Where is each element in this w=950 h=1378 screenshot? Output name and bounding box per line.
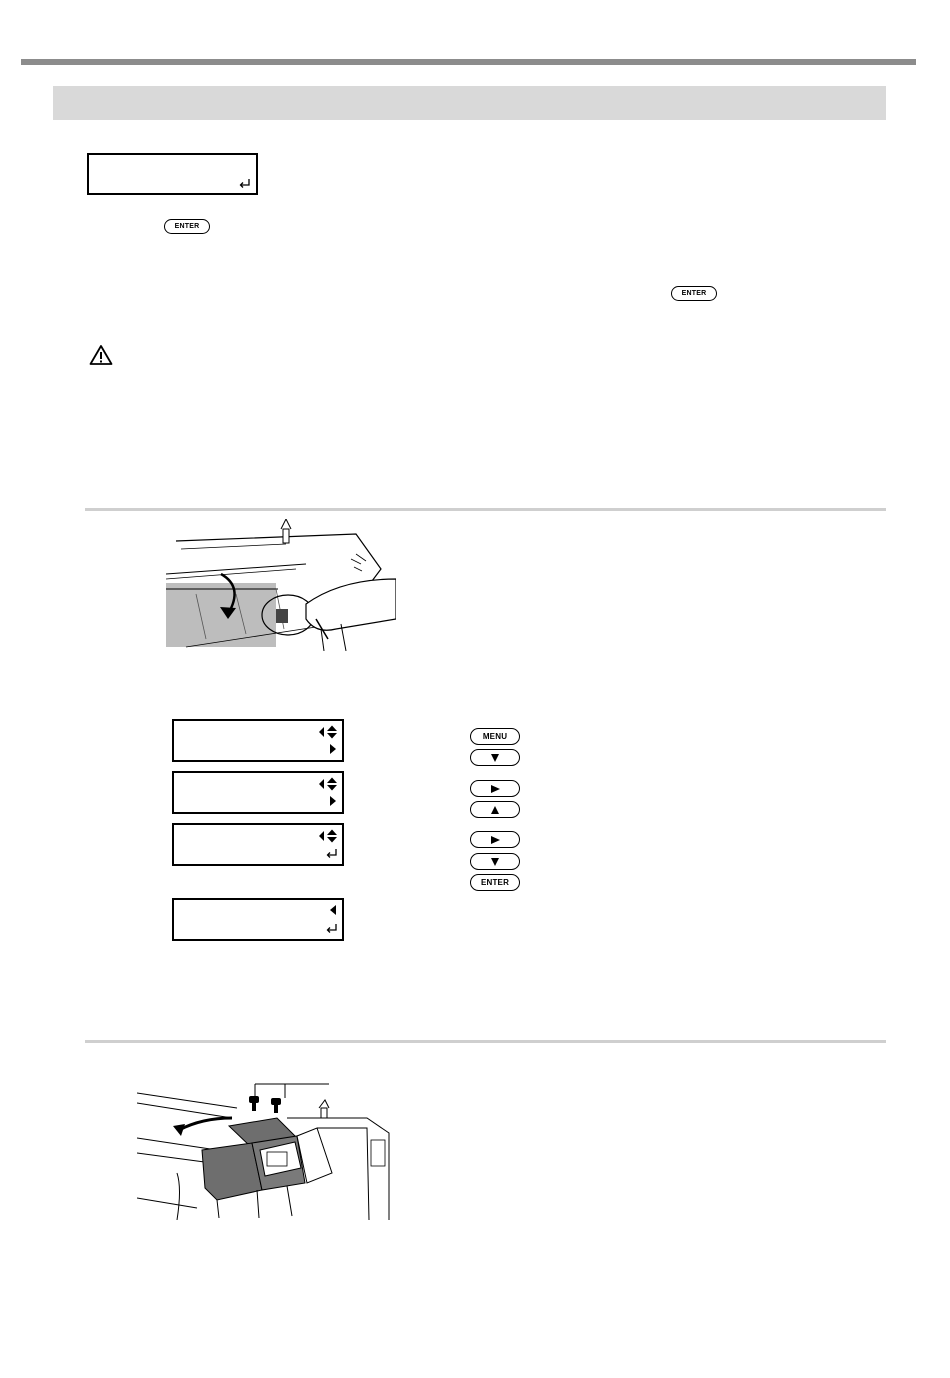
down-triangle-icon [491,858,499,866]
enter-return-icon [326,923,338,935]
enter-key-2[interactable]: ENTER [671,286,717,301]
section-divider-2 [85,1040,886,1043]
enter-return-icon [239,178,251,190]
lcd-screen-2 [172,771,344,814]
left-up-down-arrow-icon [318,725,338,739]
lcd-display-top [87,153,258,195]
warning-triangle-icon [89,344,113,366]
up-triangle-icon [491,806,499,814]
down-key-2[interactable] [470,853,520,870]
hand-closing-front-cover-illustration [166,519,396,651]
lcd-screen-4 [172,898,344,941]
enter-key-1[interactable]: ENTER [164,219,210,234]
section-divider-1 [85,508,886,511]
right-key-1[interactable] [470,780,520,797]
down-triangle-icon [491,754,499,762]
right-triangle-icon [491,836,500,844]
lcd-screen-3 [172,823,344,866]
enter-key-3[interactable]: ENTER [470,874,520,891]
right-arrow-icon [329,743,337,755]
opening-side-cover-illustration [137,1078,392,1220]
left-up-down-arrow-icon [318,777,338,791]
menu-key[interactable]: MENU [470,728,520,745]
left-up-down-arrow-icon [318,829,338,843]
left-arrow-icon [329,904,337,916]
right-key-2[interactable] [470,831,520,848]
up-key-1[interactable] [470,801,520,818]
right-triangle-icon [491,785,500,793]
down-key-1[interactable] [470,749,520,766]
right-arrow-icon [329,795,337,807]
header-rule [21,59,916,65]
lcd-screen-1 [172,719,344,762]
enter-return-icon [326,848,338,860]
section-heading-band [53,86,886,120]
